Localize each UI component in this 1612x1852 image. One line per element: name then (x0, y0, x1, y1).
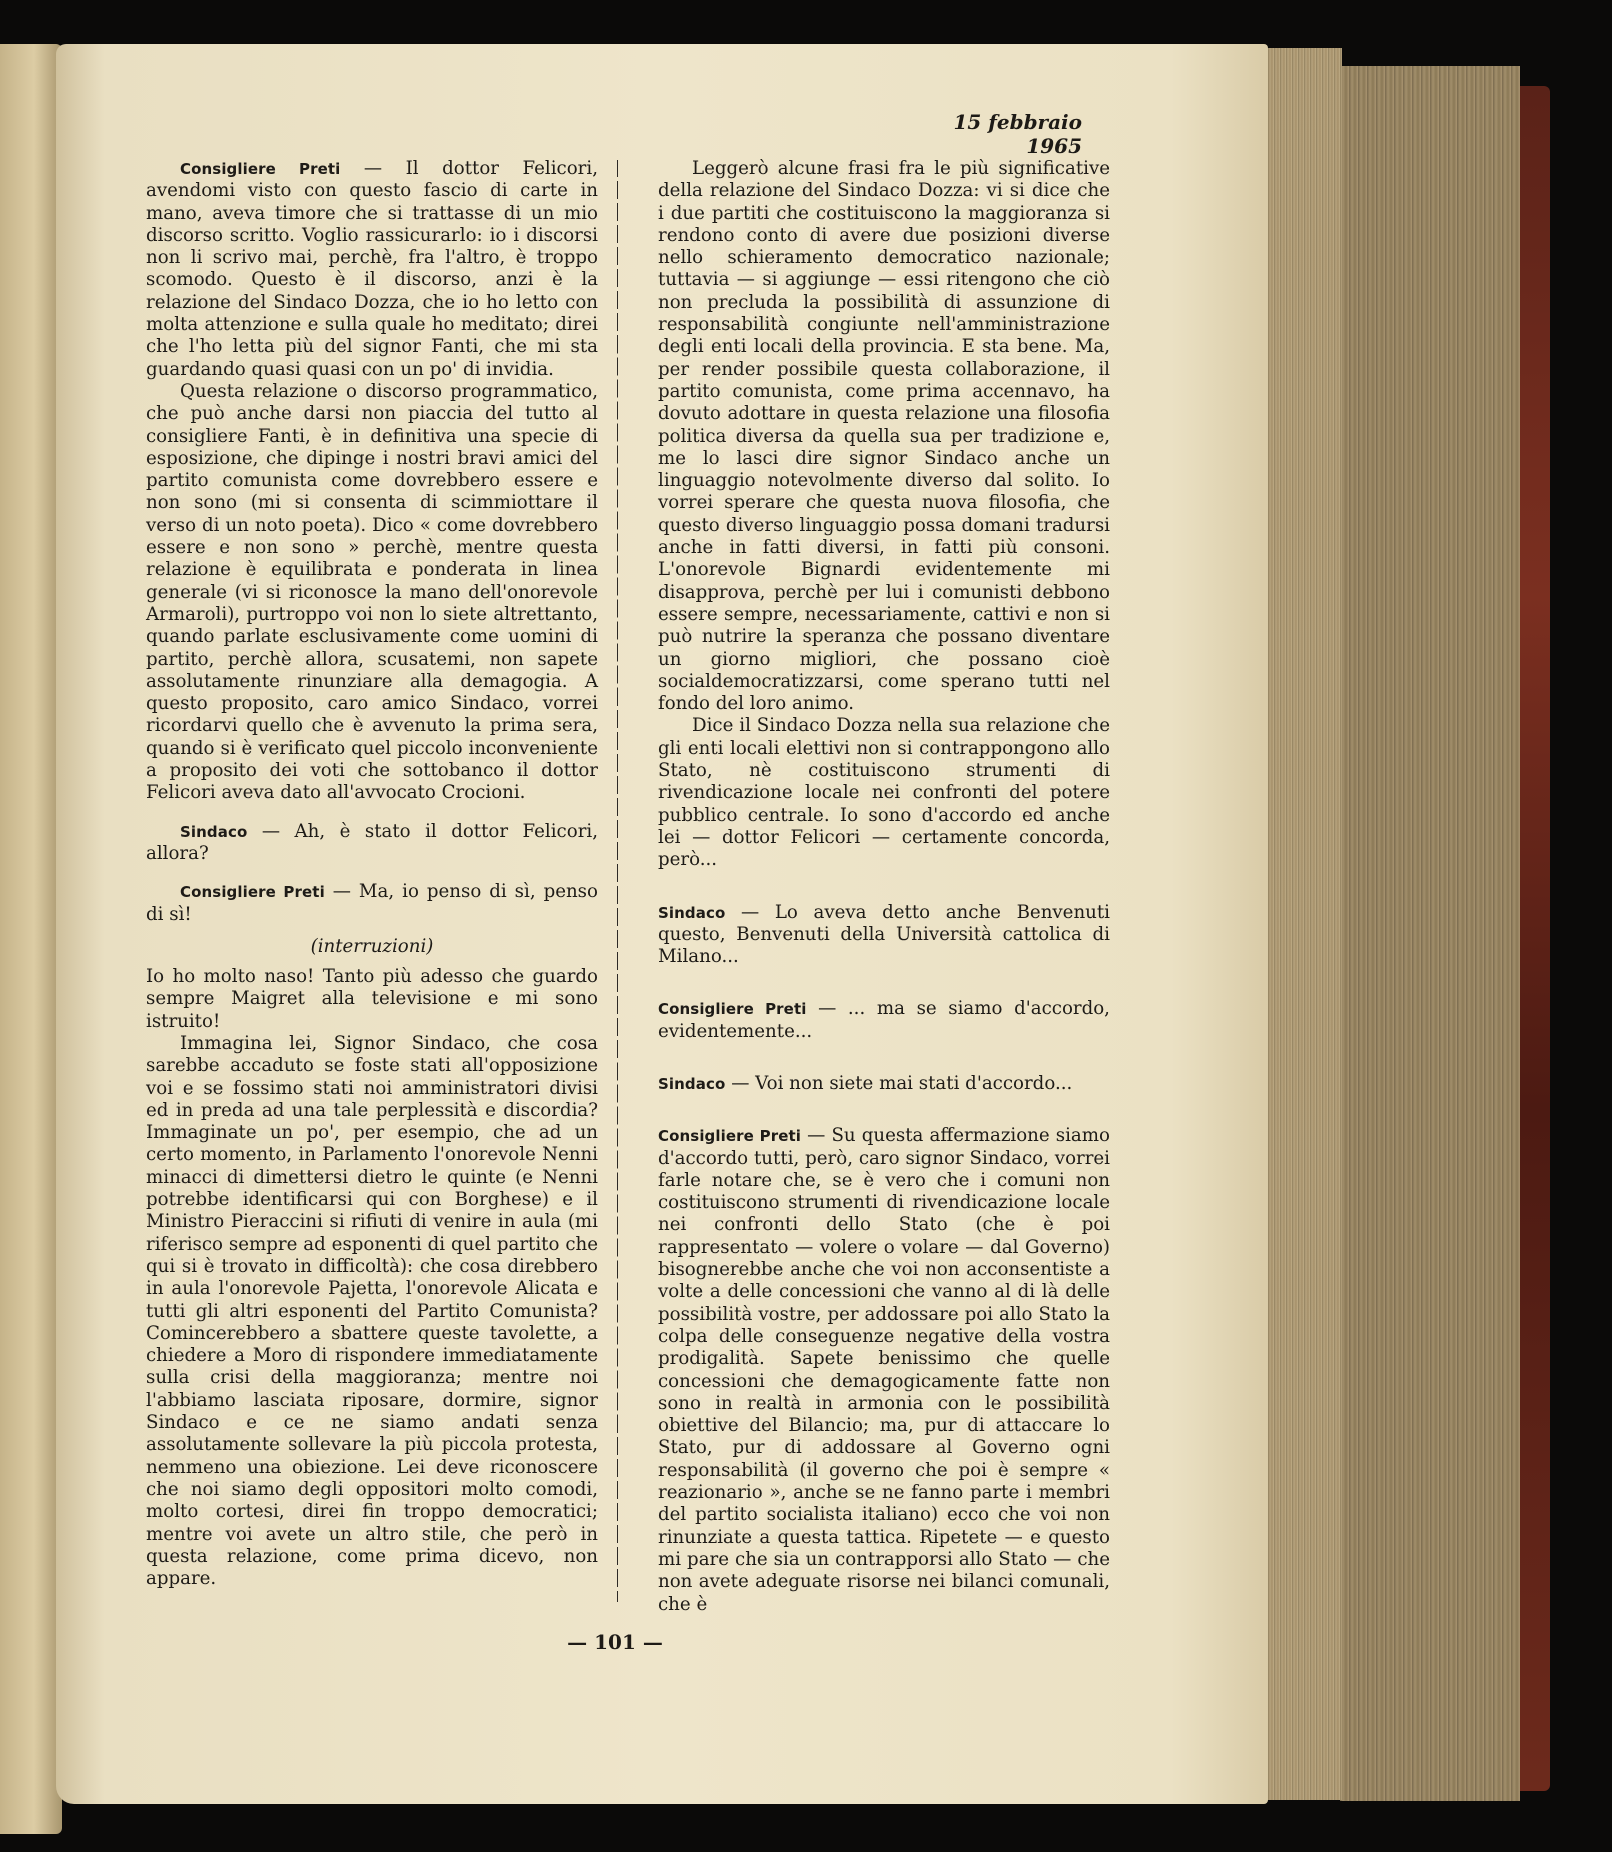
paragraph (658, 1125, 1110, 1616)
stage-direction: (interruzioni) (310, 935, 434, 957)
paragraph (146, 821, 598, 866)
paragraph (658, 998, 1110, 1043)
paragraph: Immagina lei, Signor Sindaco, che cosa sarebbe accaduto se foste stati all'opposizione voi e se fossimo stati noi amministratori divisi ed in preda ad una tale perplessità e discordia? Immaginate un po', per esempio, che ad un certo momento, in Parlamento l'onorevole Nenni minacci di dimettersi dietro le quinte (e Nenni potrebbe identificarsi qui con Borghese) e il Ministro Pieraccini si rifiuti di venire in aula (mi riferisco sempre ad esponenti di quel partito che qui si è trovato in difficoltà): che cosa direbbero in aula l'onorevole Pajetta, l'onorevole Alicata e tutti gli altri esponenti del Partito Comunista? Comincerebbero a sbattere queste tavolette, a chiedere a Moro di rispondere immediatamente sulla crisi della maggioranza; mentre noi l'abbiamo lasciata riposare, dormire, signor Sindaco e ce ne siamo andati senza assolutamente sollevare la più piccola protesta, nemmeno una obiezione. Lei deve riconoscere che noi siamo degli oppositori molto comodi, molto cortesi, direi fin troppo democratici; mentre voi avete un altro stile, che però in questa relazione, come prima dicevo, non appare. (146, 1032, 598, 1590)
paragraph: Questa relazione o discorso programmatico, che può anche darsi non piaccia del tutto al consigliere Fanti, è in definitiva una specie di esposizione, che dipinge i nostri bravi amici del partito comunista come dovrebbero essere e non sono (mi si consenta di scimmiottare il verso di un noto poeta). Dico « come dovrebbero essere e non sono » perchè, mentre questa relazione è equilibrata e ponderata in linea generale (vi si riconosce la mano dell'onorevole Armaroli), purtroppo voi non lo siete altrettanto, quando parlate esclusivamente come uomini di partito, perchè allora, scusatemi, non sapete assolutamente rinunziare alla demagogia. A questo proposito, caro amico Sindaco, vorrei ricordarvi quello che è avvenuto la prima sera, quando si è verificato quel piccolo inconveniente a proposito dei voti che sottobanco il dottor Felicori aveva dato all'avvocato Crocioni. (146, 380, 598, 804)
header-date: 15 febbraio 1965 (953, 110, 1082, 158)
speech-text: — ... ma se siamo d'accordo, evidentemente... (658, 998, 1110, 1042)
column-divider (617, 160, 619, 1602)
page-number: — 101 — (567, 1630, 663, 1654)
speaker-label: Sindaco (180, 822, 248, 841)
speaker-label: Sindaco (658, 903, 726, 922)
paragraph (146, 158, 598, 381)
left-column (146, 158, 598, 1590)
speaker-label: Consigliere Preti (180, 883, 325, 902)
speech-text: — Lo aveva detto anche Benvenuti questo, Benvenuti della Università cattolica di Milano... (658, 901, 1110, 968)
speech-text: — Ma, io penso di sì, penso di sì! (146, 881, 598, 925)
paragraph (146, 881, 598, 926)
paragraph: Dice il Sindaco Dozza nella sua relazione che gli enti locali elettivi non si contrappongono allo Stato, nè costituiscono strumenti di rivendicazione locale nei confronti del potere pubblico centrale. Io sono d'accordo ed anche lei — dottor Felicori — certamente concorda, però... (658, 715, 1110, 871)
speech-text: — Il dottor Felicori, avendomi visto con questo fascio di carte in mano, aveva timore che si trattasse di un mio discorso scritto. Voglio rassicurarlo: io i discorsi non li scrivo mai, perchè, fra l'altro, è troppo scomodo. Questo è il discorso, anzi è la relazione del Sindaco Dozza, che io ho letto con molta attenzione e sulla quale ho meditato; direi che l'ho letta più del signor Fanti, che mi sta guardando quasi quasi con un po' di invidia. (146, 158, 598, 380)
page-fore-edge (1340, 66, 1520, 1801)
speech-text: — Ah, è stato il dottor Felicori, allora? (146, 820, 598, 864)
speaker-label: Sindaco (658, 1074, 726, 1093)
page-block (1262, 48, 1342, 1800)
speaker-label: Consigliere Preti (180, 160, 341, 178)
paragraph (658, 902, 1110, 969)
paragraph: Leggerò alcune frasi fra le più significative della relazione del Sindaco Dozza: vi si dice che i due partiti che costituiscono la maggioranza si rendono conto di avere due posizioni diverse nello schieramento democratico nazionale; tuttavia — si aggiunge — essi ritengono che ciò non precluda la possibilità di assunzione di responsabilità congiunte nell'amministrazione degli enti locali della provincia. E sta bene. Ma, per render possibile questa collaborazione, il partito comunista, come prima accennavo, ha dovuto adottare in questa relazione una filosofia politica diversa da quella sua per tradizione e, me lo lasci dire signor Sindaco anche un linguaggio notevolmente diverso dal solito. Io vorrei sperare che questa nuova filosofia, che questo diverso linguaggio possa domani tradursi anche in fatti diversi, in fatti più consoni. L'onorevole Bignardi evidentemente mi disapprova, perchè per lui i comunisti debbono essere sempre, necessariamente, cattivi e non si può nutrire la speranza che possano diventare un giorno migliori, che possano cioè socialdemocratizzarsi, come sperano tutti nel fondo del loro animo. (658, 158, 1110, 715)
left-page-edge (0, 44, 62, 1834)
paragraph (658, 1073, 1110, 1095)
right-column (658, 158, 1110, 1616)
speaker-label: Consigliere Preti (658, 1127, 801, 1146)
speaker-label: Consigliere Preti (658, 1000, 807, 1019)
speech-text: — Su questa affermazione siamo d'accordo tutti, però, caro signor Sindaco, vorrei farle notare che, se è vero che i comuni non costituiscono strumenti di rivendicazione locale nei confronti dello Stato (che è poi rappresentato — volere o volare — dal Governo) bisognerebbe anche che voi non acconsentiste a volte a delle concessioni che vanno al di là delle possibilità vostre, per addossare poi allo Stato la colpa delle conseguenze negative della vostra prodigalità. Sapete benissimo che quelle concessioni che demagogicamente fatte non sono in realtà in armonia con le possibilità obiettive del Bilancio; ma, pur di attaccare lo Stato, pur di addossare al Governo ogni responsabilità (il governo che poi è sempre « reazionario », anche se ne fanno parte i membri del partito socialista italiano) ecco che voi non rinunziate a questa tattica. Ripetete — e questo mi pare che sia un contrapporsi allo Stato — che non avete adeguate risorse nei bilanci comunali, che è (658, 1125, 1110, 1615)
speech-text: — Voi non siete mai stati d'accordo... (731, 1072, 1073, 1094)
paragraph: Io ho molto naso! Tanto più adesso che guardo sempre Maigret alla televisione e mi sono istruito! (146, 966, 598, 1032)
